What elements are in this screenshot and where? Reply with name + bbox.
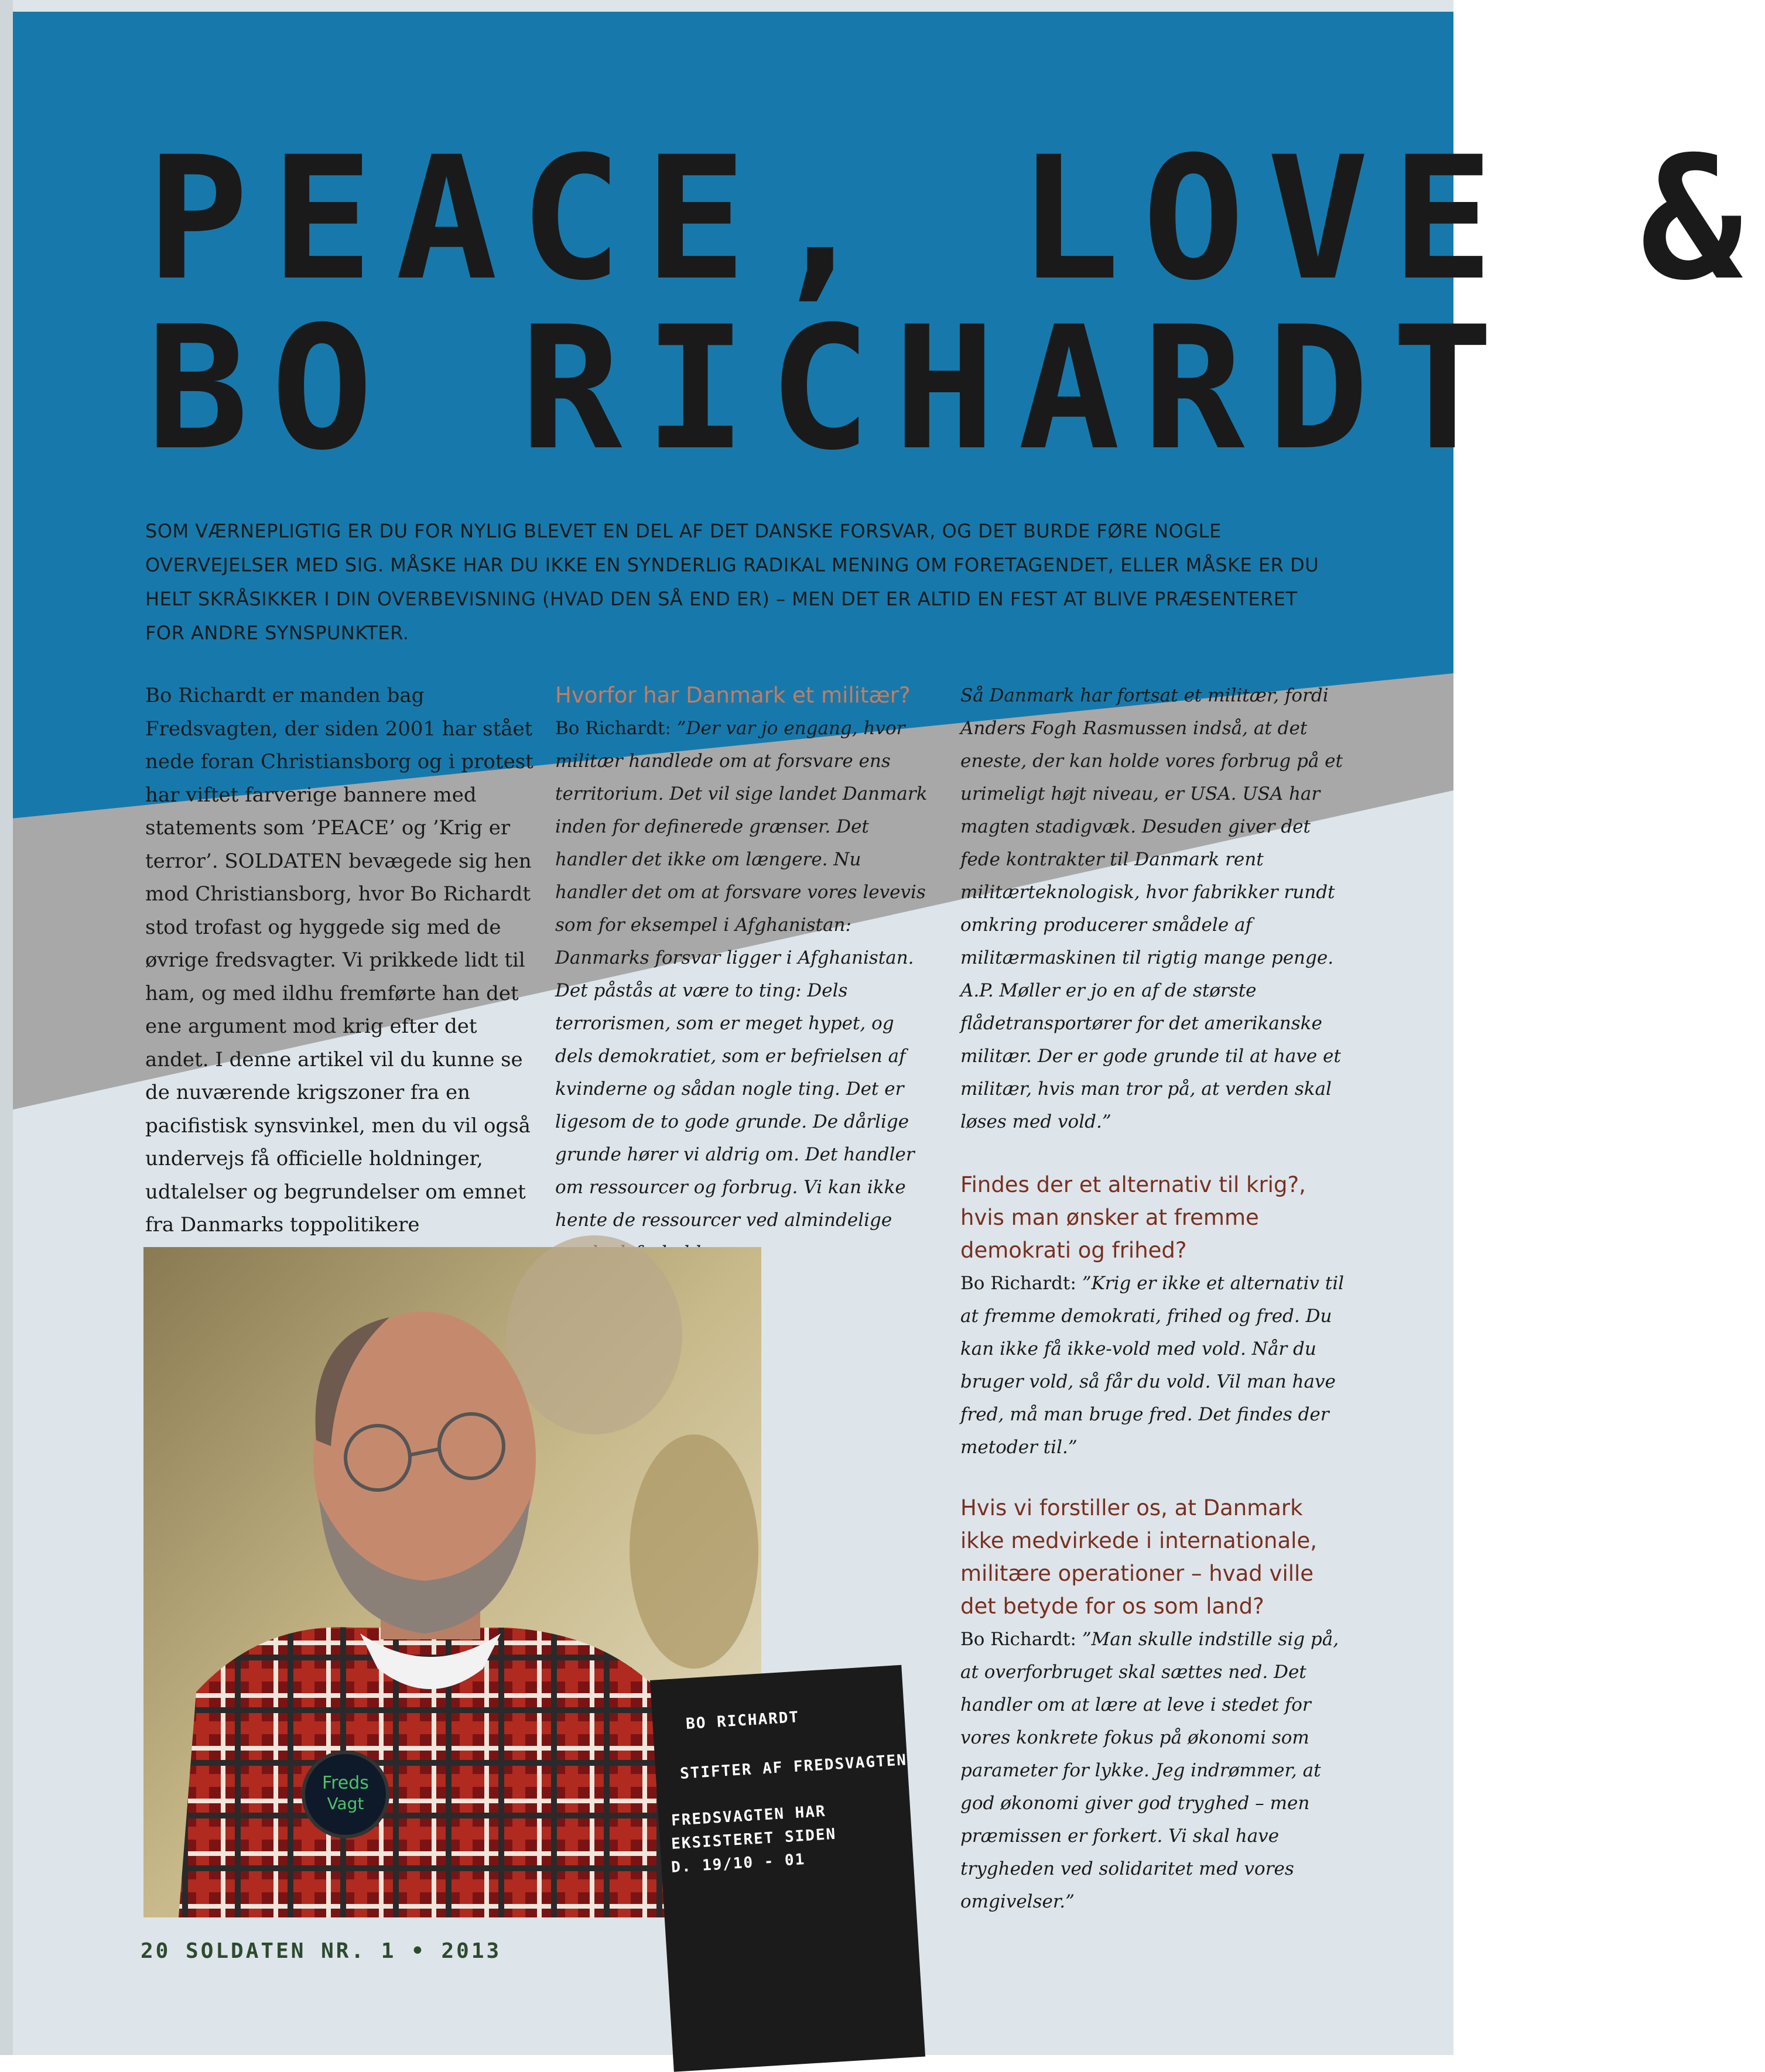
badge-text-1: Freds — [322, 1773, 369, 1793]
speaker-label: Bo Richardt: — [960, 1273, 1082, 1294]
body-column-2 — [555, 679, 936, 1269]
body-column-1: Bo Richardt er manden bag Fredsvagten, der siden 2001 har stået nede foran Christiansborg og i protest har viftet farverige bannere med statements som ’PEACE’ og ’Krig er terror’. SOLDATEN bevægede sig hen mod Christiansborg, hvor Bo Richardt stod trofast og hyggede sig med de øvrige fredsvagter. Vi prikkede lidt til ham, og med ildhu fremførte han det ene argument mod krig efter det andet. I denne artikel vil du kunne se de nuværende krigszoner fra en pacifistisk synsvinkel, men du vil også undervejs få officielle holdninger, udtalelser og begrundelser om emnet fra Danmarks toppolitikere — [145, 684, 533, 1237]
answer-text: ”Der var jo engang, hvor militær handlede om at forsvare ens territorium. Det vil sige landet Danmark inden for definerede grænser. Det handler det ikke om længere. Nu handler det om at forsvare vores levevis som for eksempel i Afghanistan: Danmarks forsvar ligger i Afghanistan. Det påstås at være to ting: Dels terrorismen, som er meget hypet, og dels demokratiet, som er befrielsen af kvinderne og sådan nogle ting. Det er ligesom de to gode grunde. De dårlige grunde hører vi aldrig om. Det handler om ressourcer og forbrug. Vi kan ikke hente de ressourcer ved almindelige — [555, 718, 928, 1231]
question-heading-3: Hvis vi forstiller os, at Danmark ikke medvirkede i internationale, militære operationer – hvad ville det betyde for os som land? — [960, 1495, 1317, 1619]
title-line-2: BO RICHARDT — [146, 290, 1516, 488]
left-binding-edge — [0, 0, 13, 2055]
title-line-1: PEACE, LOVE & — [146, 121, 1765, 318]
backdrop-banner-figure — [630, 1434, 758, 1669]
answer-text: Så Danmark har fortsat et militær, fordi Anders Fogh Rasmussen indså, at det eneste, der kan holde vores forbrug på et urimeligt højt niveau, er USA. USA har magten stadigvæk. Desuden giver det fede kontrakter til Danmark rent militærteknologisk, hvor fabrikker rundt omkring producerer smådele af militærmaskinen til rigtig mange penge. A.P. Møller er jo en af de største flådetransportører for det amerikanske militær. Der er gode grunde til at have et militær, hvis man tror på, at verden skal løses med vold.” — [960, 685, 1343, 1132]
answer-text: ”Man skulle indstille sig på, at overforbruget skal sættes ned. Det handler om at lære at leve i stedet for vores konkrete fokus på økonomi som parameter for lykke. Jeg indrømmer, at god økonomi giver god tryghed – men præmissen er forkert. Vi skal have trygheden ved solidaritet med vores omgivelser.” — [960, 1629, 1339, 1912]
answer-paragraph-3 — [960, 1623, 1347, 1918]
badge-text-2: Vagt — [327, 1794, 364, 1813]
answer-text: ”Krig er ikke et alternativ til at fremme demokrati, frihed og fred. Du kan ikke få ikke-vold med vold. Når du bruger vold, så får du vold. Vil man have fred, må man bruge fred. Det findes der metoder til.” — [960, 1273, 1345, 1458]
answer-continuation — [960, 679, 1347, 1138]
answer-paragraph-2 — [960, 1267, 1347, 1464]
caption-line-1: FREDSVAGTEN HAR — [671, 1802, 827, 1830]
speaker-label: Bo Richardt: — [960, 1629, 1082, 1650]
caption-role: STIFTER AF FREDSVAGTEN — [679, 1751, 908, 1783]
body-column-3 — [960, 679, 1347, 1918]
page-folio: 20 SOLDATEN NR. 1 • 2013 — [141, 1939, 502, 1963]
question-heading-2: Findes der et alternativ til krig?, hvis man ønsker at fremme demokrati og frihed? — [960, 1172, 1306, 1263]
intro-paragraph: SOM VÆRNEPLIGTIG ER DU FOR NYLIG BLEVET EN DEL AF DET DANSKE FORSVAR, OG DET BURDE FØRE NOGLE OVERVEJELSER MED SIG. MÅSKE HAR DU IKKE EN SYNDERLIG RADIKAL MENING OM FORETAGENDET, ELLER MÅSKE ER DU HELT SKRÅSIKKER I DIN OVERBEVISNING (HVAD DEN SÅ END ER) – MEN DET ER ALTID EN FEST AT BLIVE PRÆSENTERET FOR ANDRE SYNSPUNKTER. — [145, 520, 1319, 644]
question-heading-1: Hvorfor har Danmark et militær? — [555, 683, 911, 708]
speaker-label: Bo Richardt: — [555, 718, 677, 739]
caption-line-2: EKSISTERET SIDEN — [671, 1825, 837, 1853]
caption-name: BO RICHARDT — [685, 1708, 800, 1733]
backdrop-figure — [507, 1235, 682, 1434]
caption-line-3: D. 19/10 - 01 — [671, 1850, 806, 1876]
answer-paragraph-1 — [555, 712, 936, 1269]
